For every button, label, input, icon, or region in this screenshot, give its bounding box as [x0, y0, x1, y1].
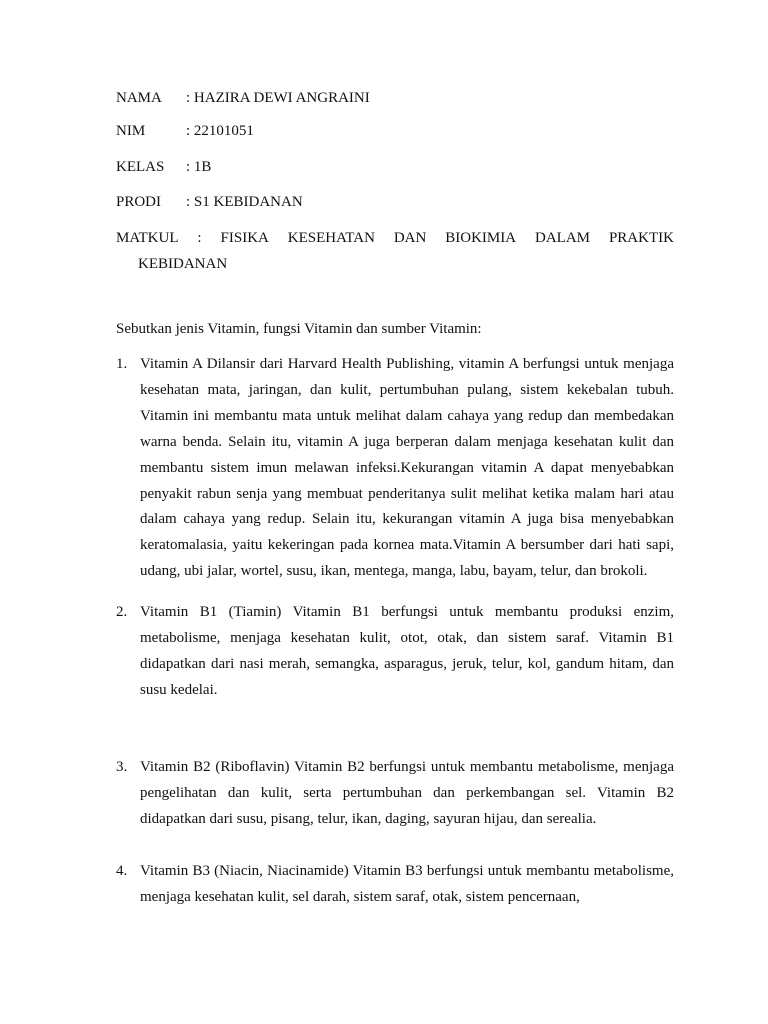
list-item-text: Vitamin B3 (Niacin, Niacinamide) Vitamin B3 berfungsi untuk membantu metabolisme, menjaga kesehatan kulit, sel darah, sistem saraf, otak, sistem pencernaan, [140, 863, 674, 905]
field-nim-value: : 22101051 [186, 123, 254, 139]
matkul-continuation: KEBIDANAN [138, 256, 228, 272]
list-item [116, 755, 674, 833]
matkul-word: DALAM [535, 230, 591, 246]
list-item-number: 1. [116, 356, 128, 372]
field-prodi-label: PRODI [116, 194, 162, 210]
field-nim-label: NIM [116, 123, 146, 139]
matkul-word: PRAKTIK [608, 230, 674, 246]
list-item-number: 4. [116, 863, 128, 879]
list-item-text: Vitamin A Dilansir dari Harvard Health Publishing, vitamin A berfungsi untuk menjaga kesehatan mata, jaringan, dan kulit, pertumbuhan pulang, sistem kekebalan tubuh. Vitamin ini membantu mata untuk melihat dalam cahaya yang redup dan membedakan warna benda. Selain itu, vitamin A juga berperan dalam menjaga kesehatan kulit dan membantu sistem imun melawan infeksi.Kekurangan vitamin A dapat menyebabkan penyakit rabun senja yang membuat penderitanya sulit melihat ketika malam hari atau dalam cahaya yang redup. Selain itu, kekurangan vitamin A juga bisa menyebabkan keratomalasia, yaitu kekeringan pada kornea mata.Vitamin A bersumber dari hati sapi, udang, ubi jalar, wortel, susu, ikan, mentega, manga, labu, bayam, telur, dan brokoli. [140, 356, 674, 580]
field-nama-label: NAMA [116, 90, 162, 106]
matkul-word: KESEHATAN [287, 230, 375, 246]
list-item-text: Vitamin B2 (Riboflavin) Vitamin B2 berfungsi untuk membantu metabolisme, menjaga pengelihatan dan kulit, serta pertumbuhan dan perkembangan sel. Vitamin B2 didapatkan dari susu, pisang, telur, ikan, daging, sayuran hijau, dan serealia. [140, 759, 674, 827]
list-item [116, 859, 674, 911]
list-item-number: 3. [116, 759, 128, 775]
question-text: Sebutkan jenis Vitamin, fungsi Vitamin dan sumber Vitamin: [116, 321, 482, 337]
list-item [116, 352, 674, 585]
matkul-word: MATKUL [116, 230, 179, 246]
list-item-number: 2. [116, 604, 128, 620]
field-prodi-value: : S1 KEBIDANAN [186, 194, 303, 210]
list-item-text: Vitamin B1 (Tiamin) Vitamin B1 berfungsi untuk membantu produksi enzim, metabolisme, menjaga kesehatan kulit, otot, otak, dan sistem saraf. Vitamin B1 didapatkan dari nasi merah, semangka, asparagus, jeruk, telur, kol, gandum hitam, dan susu kedelai. [140, 604, 674, 698]
field-kelas-value: : 1B [186, 159, 212, 175]
matkul-word: BIOKIMIA [445, 230, 517, 246]
matkul-word: FISIKA [220, 230, 269, 246]
field-nama-value: : HAZIRA DEWI ANGRAINI [186, 90, 370, 106]
matkul-word: : [197, 230, 202, 246]
field-kelas-label: KELAS [116, 159, 165, 175]
matkul-line [116, 225, 674, 251]
matkul-word: DAN [393, 230, 427, 246]
field-matkul [116, 225, 674, 277]
list-item [116, 600, 674, 704]
